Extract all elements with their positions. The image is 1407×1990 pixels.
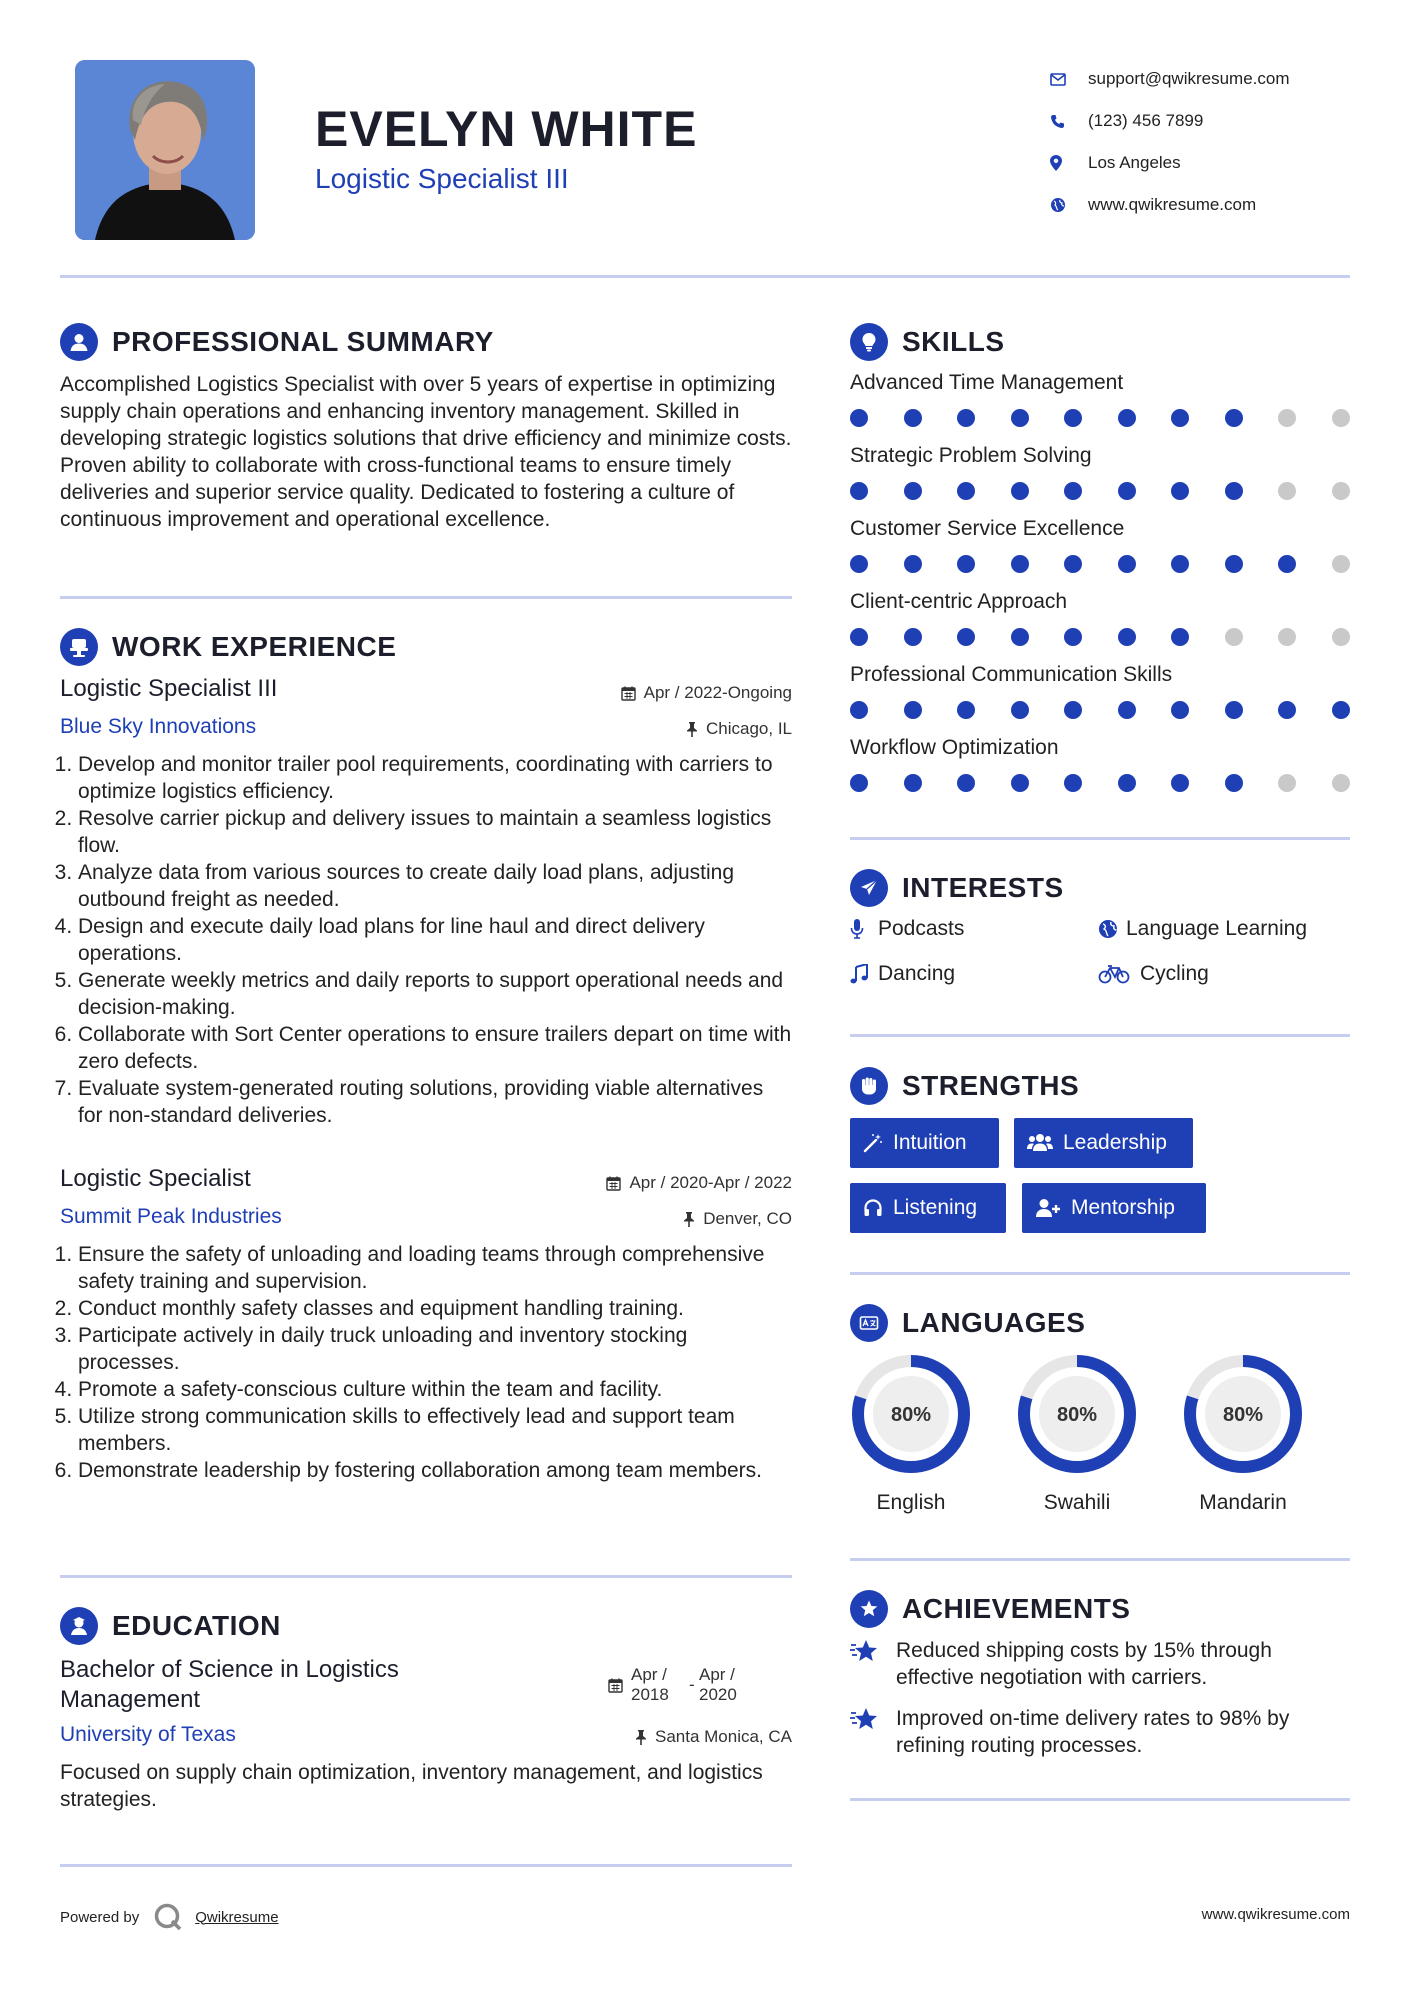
- rating-dot-empty: [1278, 409, 1296, 427]
- calendar-icon: [608, 1678, 623, 1693]
- interest-item: [1098, 917, 1307, 941]
- summary-text: Accomplished Logistics Specialist with over 5 years of expertise in optimizing supply chain operations and enhancing inventory management. Skilled in developing strategic logistics solutions that drive efficiency and minimize costs. Proven ability to collaborate with cross-functional teams to ensure timely deliveries and superior service quality. Dedicated to fostering a culture of continuous improvement and operational excellence.: [60, 373, 792, 531]
- rating-dot-filled: [850, 774, 868, 792]
- skill-name: Client-centric Approach: [850, 590, 1068, 613]
- list-item: 7. Evaluate system-generated routing solutions, providing viable alternatives for non-standard deliveries.: [78, 1075, 792, 1129]
- achievements-heading: ACHIEVEMENTS: [902, 1593, 1131, 1624]
- location-text: Los Angeles: [1088, 153, 1181, 172]
- skill-row: [850, 590, 1350, 664]
- rating-dot-empty: [1278, 774, 1296, 792]
- strength-label: Mentorship: [1071, 1196, 1175, 1219]
- contact-website[interactable]: [1050, 184, 1350, 226]
- rating-dot-empty: [1332, 628, 1350, 646]
- education-divider: [60, 1864, 792, 1867]
- job-title: Logistic Specialist: [60, 1165, 251, 1192]
- list-item: 6. Collaborate with Sort Center operations to ensure trailers depart on time with zero defects.: [78, 1021, 792, 1075]
- skill-rating: [850, 474, 1350, 518]
- rating-dot-filled: [957, 409, 975, 427]
- rating-dot-filled: [904, 409, 922, 427]
- interest-label: Cycling: [1140, 962, 1209, 985]
- rating-dot-filled: [1171, 482, 1189, 500]
- list-item: 1. Ensure the safety of unloading and loading teams through comprehensive safety training and supervision.: [78, 1241, 792, 1295]
- job-title: Logistic Specialist III: [60, 675, 278, 702]
- skills-divider: [850, 837, 1350, 840]
- map-pin-icon: [1050, 155, 1088, 171]
- skill-rating: [850, 620, 1350, 664]
- calendar-icon: [621, 686, 636, 701]
- job-date: [606, 1173, 792, 1193]
- trophy-star-icon: [850, 1637, 896, 1691]
- language-icon: [850, 1304, 888, 1342]
- section-title-experience: [60, 628, 396, 666]
- pushpin-icon: [686, 722, 698, 737]
- strength-tag: [1022, 1183, 1206, 1233]
- rating-dot-filled: [1118, 774, 1136, 792]
- globe-icon: [1050, 197, 1088, 213]
- briefcase-icon: [60, 628, 98, 666]
- rating-dot-filled: [1064, 628, 1082, 646]
- skill-row: [850, 663, 1350, 737]
- skills-heading: SKILLS: [902, 326, 1005, 357]
- rating-dot-filled: [1332, 701, 1350, 719]
- rating-dot-filled: [957, 555, 975, 573]
- rating-dot-filled: [1278, 555, 1296, 573]
- summary-divider: [60, 596, 792, 599]
- interests-divider: [850, 1034, 1350, 1037]
- education-date: [608, 1665, 749, 1705]
- rating-dot-filled: [1118, 701, 1136, 719]
- interest-item: [850, 962, 955, 986]
- section-title-skills: [850, 323, 1005, 361]
- profile-photo: [75, 60, 255, 240]
- rating-dot-filled: [1064, 409, 1082, 427]
- lightbulb-icon: [850, 323, 888, 361]
- language-percent: 80%: [1056, 1404, 1098, 1426]
- graduate-icon: [60, 1607, 98, 1645]
- rating-dot-filled: [850, 628, 868, 646]
- strengths-divider: [850, 1272, 1350, 1275]
- skill-rating: [850, 693, 1350, 737]
- education-description: Focused on supply chain optimization, inventory management, and logistics strategies.: [60, 1761, 763, 1811]
- rating-dot-filled: [1225, 555, 1243, 573]
- skill-name: Customer Service Excellence: [850, 517, 1125, 540]
- rating-dot-filled: [957, 701, 975, 719]
- section-title-achievements: [850, 1590, 1130, 1628]
- rating-dot-filled: [1225, 409, 1243, 427]
- contact-phone[interactable]: [1050, 100, 1350, 142]
- list-item: 2. Conduct monthly safety classes and equipment handling training.: [78, 1295, 792, 1322]
- skill-row: [850, 517, 1350, 591]
- music-icon: [850, 964, 878, 984]
- section-title-languages: [850, 1304, 1085, 1342]
- language-percent: 80%: [1222, 1404, 1264, 1426]
- skill-name: Professional Communication Skills: [850, 663, 1173, 686]
- rating-dot-filled: [1171, 701, 1189, 719]
- section-title-strengths: [850, 1067, 1079, 1105]
- job-location: [686, 719, 792, 739]
- magic-wand-icon: [863, 1133, 883, 1153]
- rating-dot-filled: [957, 774, 975, 792]
- language-name: Mandarin: [1199, 1491, 1287, 1514]
- degree-title: Bachelor of Science in Logistics Management: [60, 1656, 399, 1713]
- users-icon: [1027, 1133, 1053, 1153]
- fist-icon: [850, 1067, 888, 1105]
- languages-divider: [850, 1558, 1350, 1561]
- education-date-start: Apr / 2018: [631, 1665, 669, 1704]
- strength-tag: [850, 1183, 1006, 1233]
- job-date-text: Apr / 2022-Ongoing: [643, 683, 792, 702]
- section-title-education: [60, 1607, 281, 1645]
- rating-dot-empty: [1332, 555, 1350, 573]
- language-name: Swahili: [1043, 1491, 1111, 1514]
- job-bullets: [60, 751, 792, 1129]
- language-item: [1012, 1352, 1142, 1515]
- rating-dot-filled: [957, 628, 975, 646]
- job-date: [621, 683, 792, 703]
- rating-dot-filled: [1011, 555, 1029, 573]
- skill-row: [850, 444, 1350, 518]
- envelope-icon: [1050, 73, 1088, 86]
- contact-email[interactable]: [1050, 58, 1350, 100]
- rating-dot-filled: [1171, 774, 1189, 792]
- rating-dot-filled: [1225, 774, 1243, 792]
- strength-label: Leadership: [1063, 1131, 1167, 1154]
- rating-dot-filled: [904, 555, 922, 573]
- qwikresume-link[interactable]: Qwikresume: [195, 1908, 279, 1926]
- rating-dot-filled: [1118, 409, 1136, 427]
- job-location-text: Denver, CO: [703, 1209, 792, 1228]
- skill-name: Strategic Problem Solving: [850, 444, 1092, 467]
- list-item: 1. Develop and monitor trailer pool requirements, coordinating with carriers to optimize logistics efficiency.: [78, 751, 792, 805]
- rating-dot-filled: [850, 482, 868, 500]
- list-item: 4. Design and execute daily load plans for line haul and direct delivery operations.: [78, 913, 792, 967]
- star-badge-icon: [850, 1590, 888, 1628]
- headphones-icon: [863, 1198, 883, 1218]
- header-divider: [60, 275, 1350, 278]
- achievements-divider: [850, 1798, 1350, 1801]
- rating-dot-filled: [904, 774, 922, 792]
- language-item: [846, 1352, 976, 1515]
- interest-item: [1098, 962, 1209, 986]
- rating-dot-filled: [1011, 701, 1029, 719]
- rating-dot-filled: [904, 628, 922, 646]
- user-plus-icon: [1035, 1198, 1061, 1218]
- date-separator: -: [689, 1675, 695, 1694]
- languages-heading: LANGUAGES: [902, 1307, 1086, 1338]
- contact-block: [1050, 58, 1350, 226]
- rating-dot-filled: [904, 482, 922, 500]
- qwikresume-logo-icon: [153, 1902, 183, 1932]
- portrait-image: [75, 60, 255, 240]
- footer-powered-by: [60, 1902, 279, 1932]
- phone-text: (123) 456 7899: [1088, 111, 1204, 130]
- job-location-text: Chicago, IL: [706, 719, 792, 738]
- language-ring: [1181, 1352, 1305, 1476]
- achievement-item: [850, 1705, 1350, 1759]
- rating-dot-filled: [1064, 555, 1082, 573]
- skill-name: Workflow Optimization: [850, 736, 1059, 759]
- rating-dot-filled: [1278, 701, 1296, 719]
- rating-dot-filled: [1011, 409, 1029, 427]
- rating-dot-filled: [957, 482, 975, 500]
- rating-dot-filled: [1064, 701, 1082, 719]
- job-location: [683, 1209, 792, 1229]
- experience-heading: WORK EXPERIENCE: [112, 631, 397, 662]
- job-date-text: Apr / 2020-Apr / 2022: [629, 1173, 792, 1192]
- language-ring: [849, 1352, 973, 1476]
- education-heading: EDUCATION: [112, 1610, 281, 1641]
- strength-tag: [1014, 1118, 1193, 1168]
- rating-dot-filled: [1064, 774, 1082, 792]
- language-ring: [1015, 1352, 1139, 1476]
- rating-dot-filled: [1171, 409, 1189, 427]
- rating-dot-filled: [1011, 628, 1029, 646]
- achievement-item: [850, 1637, 1350, 1691]
- language-item: [1178, 1352, 1308, 1515]
- skill-row: [850, 736, 1350, 810]
- strengths-heading: STRENGTHS: [902, 1070, 1080, 1101]
- strength-tag: [850, 1118, 999, 1168]
- rating-dot-filled: [1171, 555, 1189, 573]
- strength-label: Intuition: [893, 1131, 967, 1154]
- experience-divider: [60, 1575, 792, 1578]
- paper-plane-icon: [850, 869, 888, 907]
- website-text: www.qwikresume.com: [1088, 195, 1257, 214]
- section-title-summary: [60, 323, 494, 361]
- education-entry: [60, 1655, 792, 1813]
- school-location-text: Santa Monica, CA: [654, 1727, 792, 1746]
- list-item: 5. Utilize strong communication skills to effectively lead and support team members.: [78, 1403, 792, 1457]
- job-company: Blue Sky Innovations: [60, 715, 257, 738]
- rating-dot-empty: [1278, 628, 1296, 646]
- email-text: support@qwikresume.com: [1088, 69, 1290, 88]
- bicycle-icon: [1098, 964, 1140, 984]
- footer-website[interactable]: www.qwikresume.com: [1201, 1906, 1350, 1923]
- rating-dot-empty: [1332, 482, 1350, 500]
- rating-dot-filled: [1225, 701, 1243, 719]
- rating-dot-empty: [1332, 774, 1350, 792]
- list-item: 2. Resolve carrier pickup and delivery issues to maintain a seamless logistics flow.: [78, 805, 792, 859]
- interests-heading: INTERESTS: [902, 872, 1064, 903]
- skill-row: [850, 371, 1350, 445]
- pushpin-icon: [683, 1212, 695, 1227]
- language-name: English: [876, 1491, 946, 1514]
- rating-dot-filled: [1225, 482, 1243, 500]
- globe-icon: [1098, 919, 1126, 939]
- job-entry: [60, 675, 792, 1129]
- list-item: 4. Promote a safety-conscious culture within the team and facility.: [78, 1376, 792, 1403]
- achievement-text: Reduced shipping costs by 15% through effective negotiation with carriers.: [896, 1639, 1272, 1689]
- calendar-icon: [606, 1176, 621, 1191]
- rating-dot-filled: [1118, 628, 1136, 646]
- contact-location: [1050, 142, 1350, 184]
- job-bullets: [60, 1241, 792, 1484]
- rating-dot-filled: [1171, 628, 1189, 646]
- education-date-end: Apr / 2020: [699, 1665, 737, 1704]
- rating-dot-empty: [1332, 409, 1350, 427]
- strength-label: Listening: [893, 1196, 978, 1219]
- rating-dot-filled: [850, 555, 868, 573]
- list-item: 6. Demonstrate leadership by fostering collaboration among team members.: [78, 1457, 792, 1484]
- rating-dot-empty: [1225, 628, 1243, 646]
- school-location: [635, 1727, 792, 1747]
- rating-dot-empty: [1278, 482, 1296, 500]
- language-percent: 80%: [890, 1404, 932, 1426]
- interest-label: Dancing: [878, 962, 956, 985]
- microphone-icon: [850, 919, 878, 939]
- interest-item: [850, 917, 964, 941]
- rating-dot-filled: [1011, 774, 1029, 792]
- skill-name: Advanced Time Management: [850, 371, 1124, 394]
- pushpin-icon: [635, 1730, 647, 1745]
- skill-rating: [850, 766, 1350, 810]
- list-item: 3. Analyze data from various sources to create daily load plans, adjusting outbound freight as needed.: [78, 859, 792, 913]
- rating-dot-filled: [850, 701, 868, 719]
- candidate-title: Logistic Specialist III: [315, 163, 569, 194]
- list-item: 5. Generate weekly metrics and daily reports to support operational needs and decision-making.: [78, 967, 792, 1021]
- interest-label: Podcasts: [878, 917, 965, 940]
- interest-label: Language Learning: [1126, 917, 1308, 940]
- trophy-star-icon: [850, 1705, 896, 1759]
- job-entry: [60, 1165, 792, 1484]
- skill-rating: [850, 547, 1350, 591]
- rating-dot-filled: [1118, 555, 1136, 573]
- summary-heading: PROFESSIONAL SUMMARY: [112, 326, 494, 357]
- candidate-name: EVELYN WHITE: [315, 101, 698, 157]
- section-title-interests: [850, 869, 1064, 907]
- list-item: 3. Participate actively in daily truck unloading and inventory stocking processes.: [78, 1322, 792, 1376]
- rating-dot-filled: [1118, 482, 1136, 500]
- rating-dot-filled: [1064, 482, 1082, 500]
- rating-dot-filled: [1011, 482, 1029, 500]
- job-company: Summit Peak Industries: [60, 1205, 282, 1228]
- achievement-text: Improved on-time delivery rates to 98% by refining routing processes.: [896, 1707, 1290, 1757]
- rating-dot-filled: [904, 701, 922, 719]
- phone-icon: [1050, 114, 1088, 129]
- powered-by-text: Powered by: [60, 1908, 140, 1926]
- rating-dot-filled: [850, 409, 868, 427]
- school-name: University of Texas: [60, 1723, 236, 1746]
- user-icon: [60, 323, 98, 361]
- skill-rating: [850, 401, 1350, 445]
